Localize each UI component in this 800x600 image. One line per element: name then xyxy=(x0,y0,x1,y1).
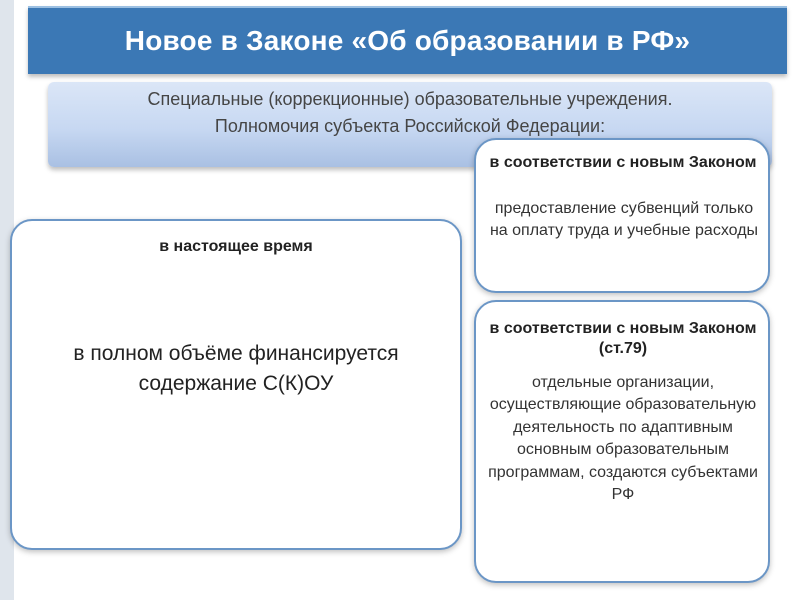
new-law-article-79-heading: в соответствии с новым Законом (ст.79) xyxy=(489,320,757,357)
subtitle-line-1: Специальные (коррекционные) образовательные учреждения. xyxy=(147,89,673,109)
new-law-subventions-heading: в соответствии с новым Законом xyxy=(489,154,757,171)
current-situation-text: в полном объёме финансируется содержание С(К)ОУ xyxy=(73,342,399,395)
title-bar xyxy=(28,6,787,74)
slide-title: Новое в Законе «Об образовании в РФ» xyxy=(124,25,691,56)
current-situation-heading: в настоящее время xyxy=(159,238,313,255)
current-situation-box xyxy=(10,219,462,550)
new-law-subventions-box xyxy=(474,138,770,293)
new-law-subventions-text: предоставление субвенций только на оплату труда и учебные расходы xyxy=(489,200,759,239)
new-law-article-79-text: отдельные организации, осуществляющие образовательную деятельность по адаптивным основным образовательным программам, создаются субъектами РФ xyxy=(488,374,758,504)
subtitle-line-2: Полномочия субъекта Российской Федерации: xyxy=(214,116,606,136)
new-law-article-79-box xyxy=(474,300,770,583)
